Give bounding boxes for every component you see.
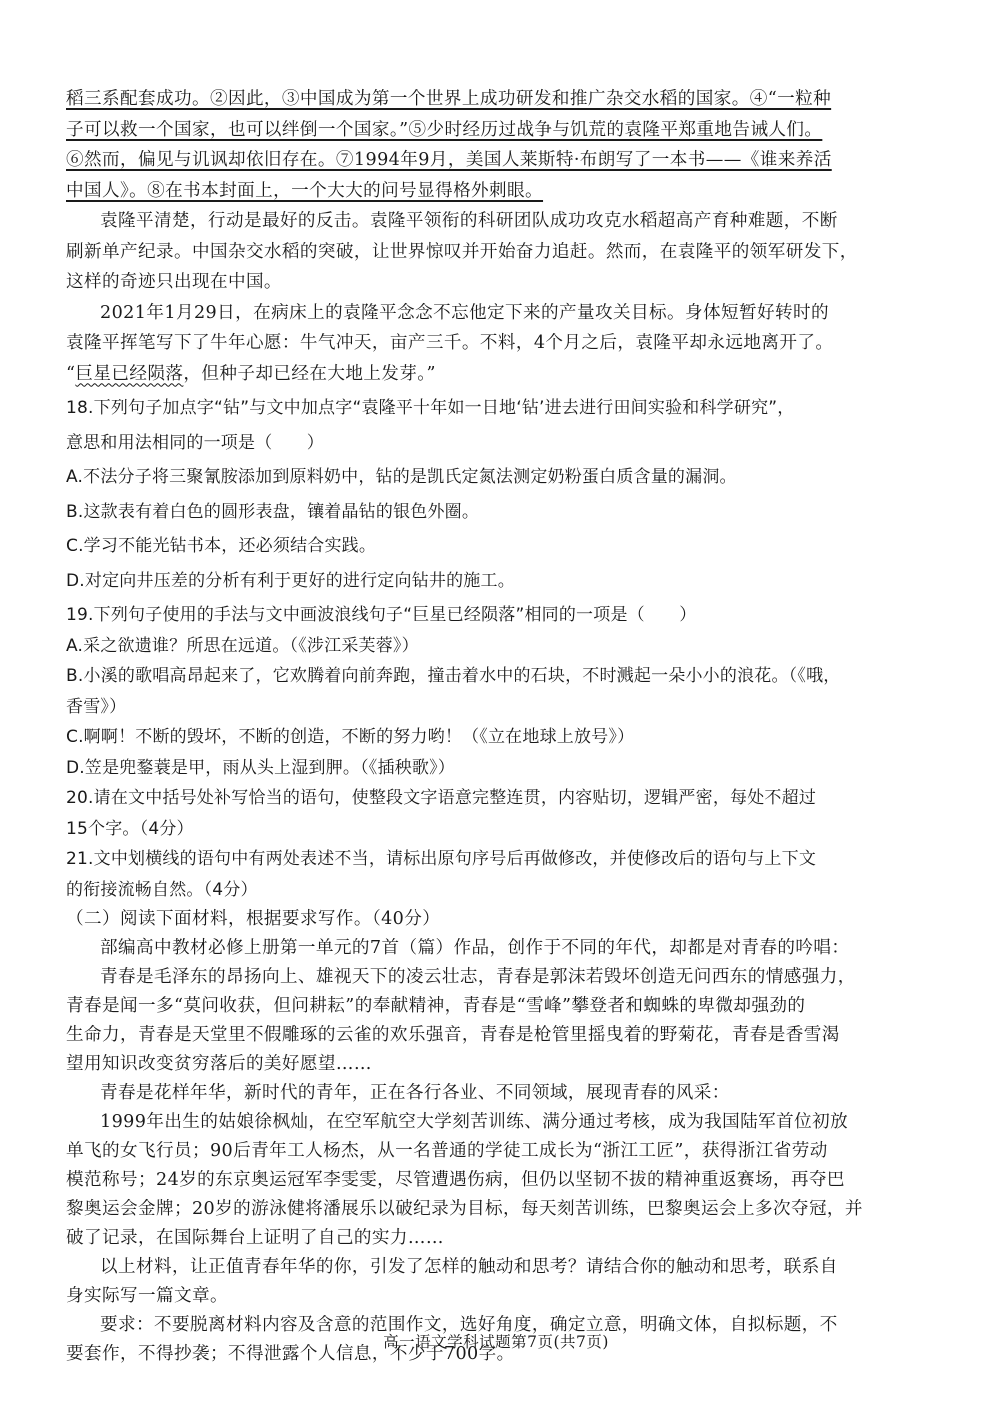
- text-line: 破了记录，在国际舞台上证明了自己的实力……: [66, 1228, 444, 1248]
- wavy-underlined-text: 巨星已经陨落: [75, 363, 184, 384]
- question-19: [66, 600, 928, 783]
- text-line: 刷新单产纪录。中国杂交水稻的突破，让世界惊叹并开始奋力追赶。然而，在袁隆平的领军研发下，: [66, 241, 858, 262]
- text-line: 袁隆平清楚，行动是最好的反击。袁隆平领衔的科研团队成功攻克水稻超高产育种难题，不断: [100, 211, 838, 231]
- question-18: [66, 393, 928, 596]
- text-line: 青春是毛泽东的昂扬向上、雄视天下的凌云壮志，青春是郭沫若毁坏创造无问西东的情感强力，: [100, 967, 856, 987]
- text-line: 要求：不要脱离材料内容及含意的范围作文，选好角度，确定立意，明确文体，自拟标题，不: [100, 1315, 838, 1335]
- text-line: 青春是闻一多“莫问收获，但问耕耘”的奉献精神，青春是“雪峰”攀登者和蜘蛛的卑微却强劲的: [66, 996, 806, 1016]
- text-line: 单飞的女飞行员；90后青年工人杨杰，从一名普通的学徒工成长为“浙江工匠”，获得浙江省劳动: [66, 1141, 828, 1161]
- text-line: ⑥然而，偏见与讥讽却依旧存在。⑦1994年9月，美国人莱斯特·布朗写了一本书——《谁来养活: [66, 150, 832, 170]
- question-stem: 15个字。（4分）: [66, 818, 194, 839]
- text-line: 1999年出生的姑娘徐枫灿，在空军航空大学刻苦训练、满分通过考核，成为我国陆军首位初放: [100, 1112, 849, 1132]
- quote-rest: ，但种子却已经在大地上发芽。”: [183, 363, 436, 384]
- text-line: 望用知识改变贫穷落后的美好愿望……: [66, 1054, 372, 1074]
- passage-paragraph-2: [66, 206, 928, 298]
- option-b: B.小溪的歌唱高昂起来了，它欢腾着向前奔跑，撞击着水中的石块，不时溅起一朵小小的浪花。（《哦，: [66, 666, 841, 686]
- question-20: [66, 783, 928, 844]
- text-line: 子可以救一个国家，也可以绊倒一个国家。”⑤少时经历过战争与饥荒的袁隆平郑重地告诫人们。: [66, 119, 823, 140]
- option-b-cont: 香雪》）: [66, 696, 127, 717]
- text-line: 稻三系配套成功。②因此，③中国成为第一个世界上成功研发和推广杂交水稻的国家。④“一粒种: [66, 89, 832, 109]
- passage-underlined-sentences: [66, 84, 928, 206]
- section-heading: （二）阅读下面材料，根据要求写作。（40分）: [66, 909, 441, 929]
- text-line: 要套作，不得抄袭；不得泄露个人信息，不少于700字。: [66, 1344, 515, 1364]
- option-a: A.采之欲遗谁？所思在远道。（《涉江采芙蓉》）: [66, 635, 419, 656]
- writing-section: [66, 905, 928, 1369]
- question-stem: 18.下列句子加点字“钻”与文中加点字“袁隆平十年如一日地‘钻’进去进行田间实验和科学研究”，: [66, 398, 795, 418]
- question-stem: 意思和用法相同的一项是（ ）: [66, 432, 324, 453]
- question-stem: 20.请在文中括号处补写恰当的语句，使整段文字语意完整连贯，内容贴切，逻辑严密，每处不超过: [66, 788, 817, 808]
- quote-open: “: [66, 363, 76, 384]
- text-line: [66, 176, 928, 207]
- text-line: 2021年1月29日，在病床上的袁隆平念念不忘他定下来的产量攻关目标。身体短暂好转时的: [100, 302, 829, 323]
- question-stem: 的衔接流畅自然。（4分）: [66, 879, 258, 900]
- text-line: 模范称号；24岁的东京奥运冠军李雯雯，尽管遭遇伤病，但仍以坚韧不拔的精神重返赛场，再夺巴: [66, 1170, 845, 1190]
- text-line: 袁隆平挥笔写下了牛年心愿：牛气冲天，亩产三千。不料，4个月之后，袁隆平却永远地离开了。: [66, 333, 834, 353]
- underlined-text: 中国人》。⑧在书本封面上，一个大大的问号显得格外刺眼。: [66, 180, 544, 201]
- page-footer: 高一语文学科试题第7页(共7页): [383, 1333, 609, 1351]
- text-line: 身实际写一篇文章。: [66, 1286, 228, 1306]
- text-line: 青春是花样年华，新时代的青年，正在各行各业、不同领域，展现青春的风采：: [100, 1083, 730, 1103]
- option-c: C.啊啊！不断的毁坏，不断的创造，不断的努力哟！（《立在地球上放号》）: [66, 727, 635, 747]
- exam-page: [66, 84, 928, 1369]
- quote-line: [66, 359, 928, 390]
- passage-paragraph-3: [66, 298, 928, 390]
- text-line: 黎奥运会金牌；20岁的游泳健将潘展乐以破纪录为目标，每天刻苦训练，巴黎奥运会上多次夺冠，并: [66, 1199, 863, 1219]
- option-b: B.这款表有着白色的圆形表盘，镶着晶钻的银色外圈。: [66, 501, 480, 522]
- option-d: D.对定向井压差的分析有利于更好的进行定向钻井的施工。: [66, 570, 515, 591]
- question-stem: 19.下列句子使用的手法与文中画波浪线句子“巨星已经陨落”相同的一项是（ ）: [66, 605, 697, 625]
- text-line: 部编高中教材必修上册第一单元的7首（篇）作品，创作于不同的年代，却都是对青春的吟唱：: [100, 938, 850, 958]
- option-a: A.不法分子将三聚氰胺添加到原料奶中，钻的是凯氏定氮法测定奶粉蛋白质含量的漏洞。: [66, 467, 737, 487]
- option-c: C.学习不能光钻书本，还必须结合实践。: [66, 536, 377, 556]
- text-line: 生命力，青春是天堂里不假雕琢的云雀的欢乐强音，青春是枪管里摇曳着的野菊花，青春是香雪渴: [66, 1025, 840, 1045]
- question-stem: 21.文中划横线的语句中有两处表述不当，请标出原句序号后再做修改，并使修改后的语句与上下文: [66, 849, 817, 869]
- text-line: 以上材料，让正值青春年华的你，引发了怎样的触动和思考？请结合你的触动和思考，联系自: [100, 1257, 838, 1277]
- text-line: 这样的奇迹只出现在中国。: [66, 272, 282, 292]
- question-21: [66, 844, 928, 905]
- option-d: D.笠是兜鍪蓑是甲，雨从头上湿到胛。（《插秧歌》）: [66, 757, 455, 778]
